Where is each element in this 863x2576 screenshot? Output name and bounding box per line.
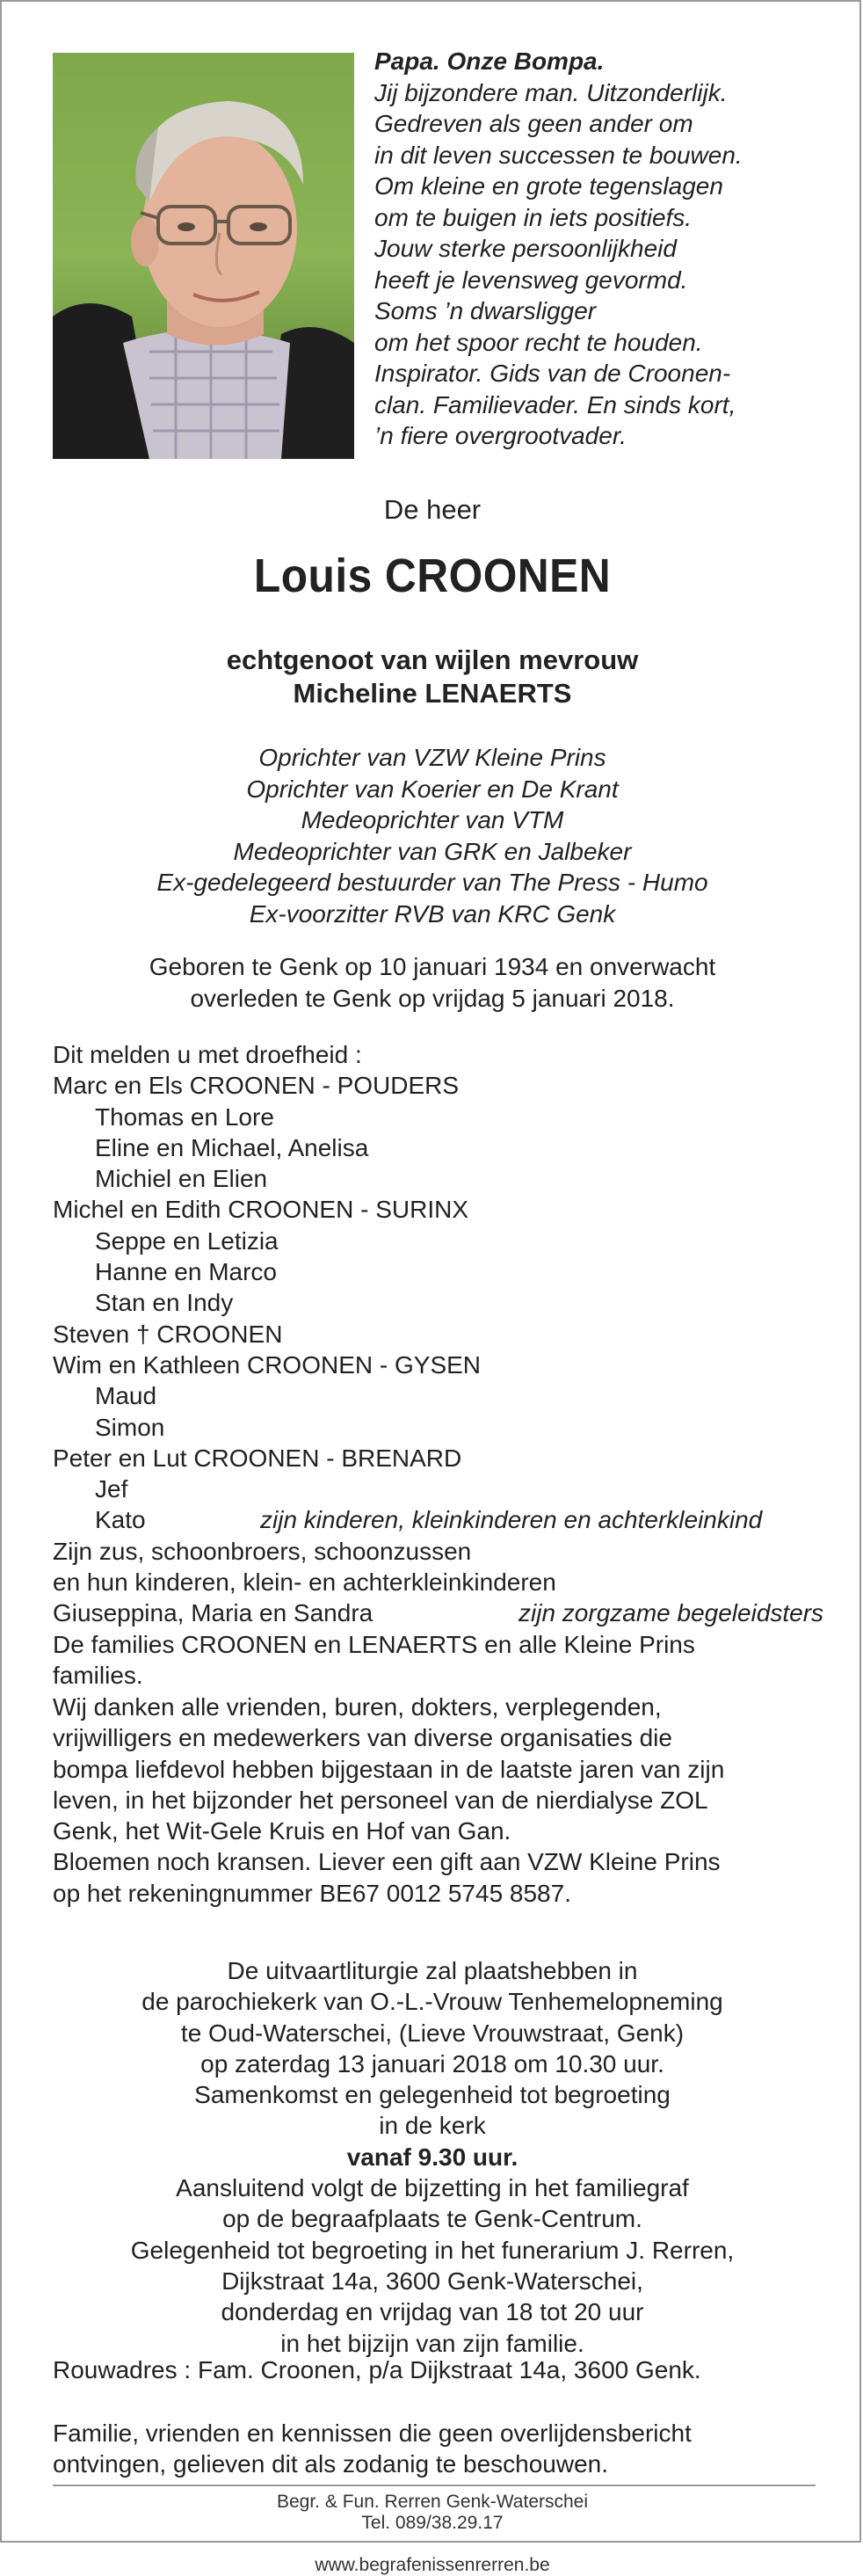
family-row: Seppe en Letizia	[95, 1226, 279, 1255]
siblings-line: Zijn zus, schoonbroers, schoonzussen	[53, 1537, 472, 1565]
spouse-line: echtgenoot van wijlen mevrouw	[226, 644, 639, 675]
family-row: Hanne en Marco	[95, 1258, 278, 1286]
spouse-info	[2, 644, 863, 710]
footer-divider	[53, 2485, 816, 2486]
kato-name: Kato	[95, 1506, 146, 1534]
thanks-line: Wij danken alle vrienden, buren, dokters, verplegenden,	[53, 1693, 662, 1721]
ceremony-info	[2, 1955, 863, 2359]
family-row: Michiel en Elien	[95, 1165, 268, 1193]
poem-line: Soms ’n dwarsligger	[374, 297, 597, 324]
deceased-name: Louis CROONEN	[253, 549, 612, 602]
poem-line: heeft je levensweg gevormd.	[374, 266, 688, 294]
families-line: families.	[53, 1661, 143, 1689]
familie-notice-line: Familie, vrienden en kennissen die geen overlijdensbericht	[53, 2420, 692, 2447]
portrait-illustration	[53, 53, 354, 459]
family-row: Stan en Indy	[95, 1289, 234, 1317]
portrait-photo	[53, 53, 354, 459]
ceremony-line: Dijkstraat 14a, 3600 Genk-Waterschei,	[221, 2267, 643, 2295]
poem-line: Gedreven als geen ander om	[374, 110, 693, 137]
poem-line: Jij bijzondere man. Uitzonderlijk.	[374, 78, 728, 106]
siblings-line: en hun kinderen, klein- en achterkleinkinderen	[53, 1568, 556, 1597]
birth-death-info	[2, 951, 863, 1014]
family-intro: Dit melden u met droefheid :	[53, 1041, 362, 1068]
carers-row	[53, 1597, 824, 1628]
footer-phone: Tel. 089/38.29.17	[361, 2513, 504, 2533]
family-row-kato	[53, 1504, 817, 1535]
poem-line: om te buigen in iets positiefs.	[374, 203, 693, 231]
footer-contact	[2, 2513, 863, 2576]
poem-lead: Papa. Onze Bompa.	[374, 47, 605, 75]
thanks-line: bompa liefdevol hebben bijgestaan in de laatste jaren van zijn	[53, 1755, 725, 1783]
thanks-line: leven, in het bijzonder het personeel van de nierdialyse ZOL	[53, 1786, 708, 1814]
spouse-name: Micheline LENAERTS	[293, 678, 572, 709]
role-item: Medeoprichter van GRK en Jalbeker	[233, 837, 632, 865]
rouwadres-line: Rouwadres : Fam. Croonen, p/a Dijkstraat 14a, 3600 Genk.	[53, 2356, 701, 2383]
ceremony-line: op de begraafplaats te Genk-Centrum.	[222, 2205, 642, 2233]
ceremony-line: Samenkomst en gelegenheid tot begroeting	[194, 2081, 671, 2109]
role-item: Oprichter van Koerier en De Krant	[246, 775, 619, 803]
ceremony-line: De uitvaartliturgie zal plaatshebben in	[227, 1957, 638, 1984]
salutation: De heer	[383, 494, 482, 525]
family-list	[53, 1039, 824, 1691]
church-time: vanaf 9.30 uur.	[346, 2143, 519, 2171]
rouwadres	[53, 2354, 817, 2385]
family-row: Wim en Kathleen CROONEN - GYSEN	[53, 1350, 482, 1379]
footer-website[interactable]: www.begrafenissenrerren.be	[315, 2555, 550, 2575]
church-time-line	[2, 2110, 863, 2172]
children-note: zijn kinderen, kleinkinderen en achterkleinkind	[260, 1506, 763, 1534]
families-line: De families CROONEN en LENAERTS en alle Kleine Prins	[53, 1630, 695, 1658]
poem-line: ’n fiere overgrootvader.	[374, 422, 627, 449]
thanks-paragraph	[53, 1692, 817, 1909]
family-row: Marc en Els CROONEN - POUDERS	[53, 1072, 460, 1100]
poem-line: in dit leven successen te bouwen.	[374, 141, 743, 169]
family-row: Jef	[95, 1475, 128, 1503]
poem-line: Jouw sterke persoonlijkheid	[374, 235, 677, 262]
ceremony-line: in het bijzijn van zijn familie.	[280, 2329, 584, 2357]
born-line: Geboren te Genk op 10 januari 1934 en onverwacht	[149, 953, 716, 980]
poem-line: om het spoor recht te houden.	[374, 328, 703, 356]
footer	[2, 2492, 863, 2576]
family-row: Thomas en Lore	[95, 1102, 274, 1131]
poem-line: Om kleine en grote tegenslagen	[374, 172, 723, 200]
role-item: Oprichter van VZW Kleine Prins	[258, 744, 606, 771]
poem-line: clan. Familievader. En sinds kort,	[374, 390, 736, 418]
poem-line: Inspirator. Gids van de Croonen-	[374, 360, 731, 387]
familie-notice	[53, 2418, 817, 2480]
ceremony-line: Gelegenheid tot begroeting in het funerarium J. Rerren,	[130, 2236, 735, 2264]
family-row: Simon	[95, 1413, 165, 1441]
ceremony-line: op zaterdag 13 januari 2018 om 10.30 uur.	[200, 2049, 664, 2078]
family-row: Eline en Michael, Anelisa	[95, 1133, 369, 1161]
family-row: Steven † CROONEN	[53, 1320, 283, 1348]
church-prefix: in de kerk	[379, 2112, 486, 2140]
carers-names: Giuseppina, Maria en Sandra	[53, 1599, 373, 1627]
family-row: Peter en Lut CROONEN - BRENARD	[53, 1444, 462, 1472]
role-item: Ex-gedelegeerd bestuurder van The Press - Humo	[156, 869, 708, 896]
funeral-home: Begr. & Fun. Rerren Genk-Waterschei	[276, 2492, 589, 2512]
role-item: Ex-voorzitter RVB van KRC Genk	[249, 899, 616, 928]
familie-notice-line: ontvingen, gelieven dit als zodanig te beschouwen.	[53, 2450, 608, 2478]
poem	[374, 46, 831, 452]
thanks-line: vrijwilligers en medewerkers van diverse organisaties die	[53, 1724, 672, 1752]
carers-note: zijn zorgzame begeleidsters	[519, 1599, 824, 1627]
family-row: Michel en Edith CROONEN - SURINX	[53, 1196, 469, 1224]
roles-list	[2, 742, 863, 929]
thanks-line: Genk, het Wit-Gele Kruis en Hof van Gan.	[53, 1817, 511, 1845]
role-item: Medeoprichter van VTM	[301, 806, 564, 833]
died-line: overleden te Genk op vrijdag 5 januari 2018.	[190, 984, 675, 1012]
ceremony-line: te Oud-Waterschei, (Lieve Vrouwstraat, Genk)	[180, 2019, 685, 2047]
ceremony-line: Aansluitend volgt de bijzetting in het familiegraf	[176, 2174, 689, 2202]
family-row: Maud	[95, 1382, 157, 1410]
ceremony-line: donderdag en vrijdag van 18 tot 20 uur	[221, 2298, 644, 2326]
donation-line: Bloemen noch kransen. Liever een gift aan VZW Kleine Prins	[53, 1848, 721, 1876]
ceremony-line: de parochiekerk van O.-L.-Vrouw Tenhemelopneming	[141, 1988, 723, 2016]
donation-line: op het rekeningnummer BE67 0012 5745 8587.	[53, 1879, 571, 1907]
